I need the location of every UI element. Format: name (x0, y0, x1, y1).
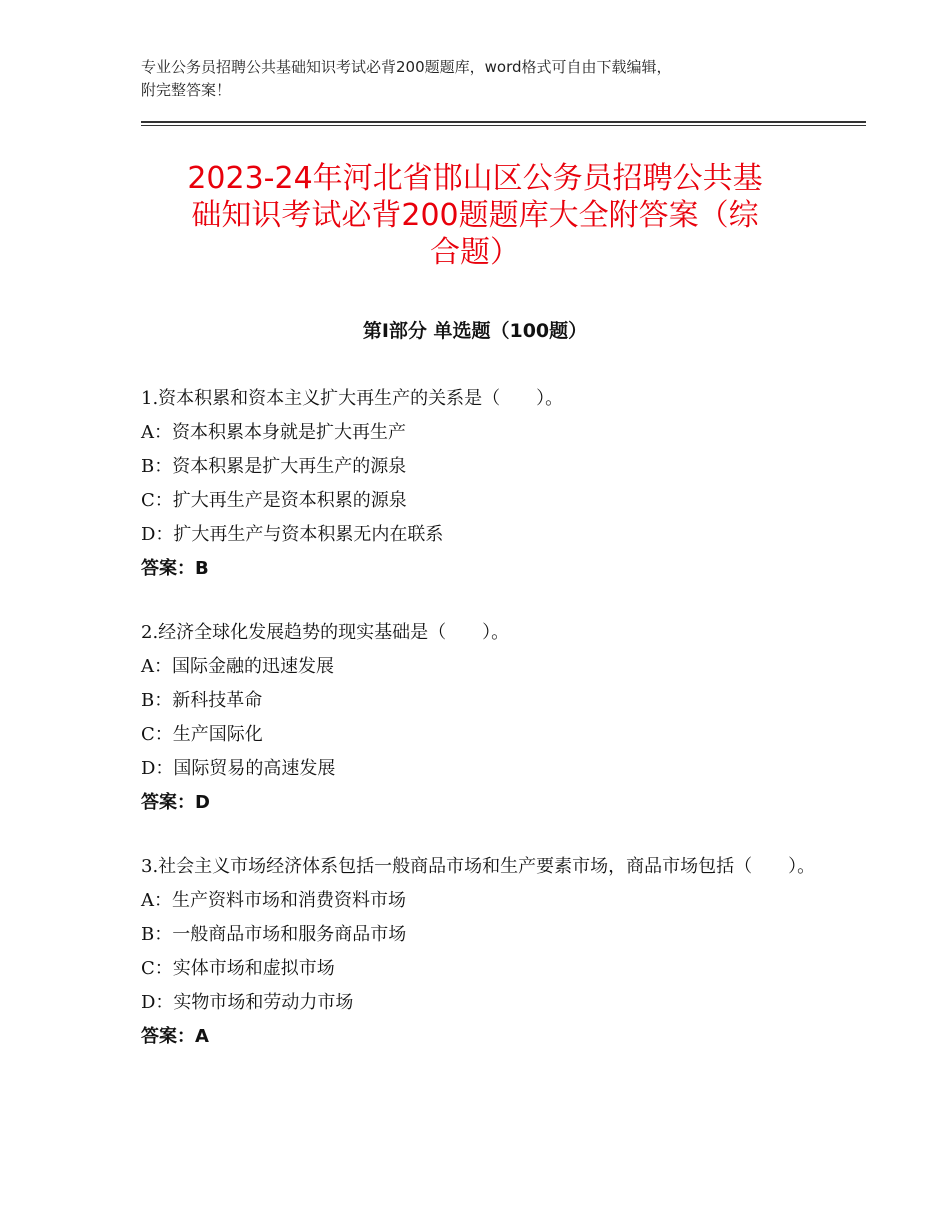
header-divider-thick (141, 121, 866, 123)
option-b: B：新科技革命 (141, 690, 263, 711)
document-title (130, 160, 820, 271)
header-note-line-1: 专业公务员招聘公共基础知识考试必背200题题库，word格式可自由下载编辑， (141, 58, 672, 76)
option-d: D：扩大再生产与资本积累无内在联系 (141, 524, 444, 545)
question-stem: 1.资本积累和资本主义扩大再生产的关系是（ ）。 (141, 388, 564, 409)
header-note (141, 56, 801, 102)
option-c: C：扩大再生产是资本积累的源泉 (141, 490, 407, 511)
option-c: C：实体市场和虚拟市场 (141, 958, 335, 979)
question-2 (141, 616, 821, 820)
section-title: 第Ⅰ部分 单选题（100题） (362, 320, 588, 342)
option-c: C：生产国际化 (141, 724, 263, 745)
option-a: A：资本积累本身就是扩大再生产 (141, 422, 406, 443)
option-a: A：国际金融的迅速发展 (141, 656, 334, 677)
question-1 (141, 382, 821, 586)
option-b: B：资本积累是扩大再生产的源泉 (141, 456, 407, 477)
document-title-line-2: 础知识考试必背200题题库大全附答案（综 (191, 198, 759, 233)
question-3 (141, 850, 821, 1054)
header-note-line-2: 附完整答案！ (141, 81, 232, 99)
answer-line: 答案：D (141, 792, 210, 813)
header-divider-thin (141, 125, 866, 126)
option-d: D：实物市场和劳动力市场 (141, 992, 354, 1013)
option-d: D：国际贸易的高速发展 (141, 758, 336, 779)
option-a: A：生产资料市场和消费资料市场 (141, 890, 406, 911)
document-title-line-1: 2023-24年河北省邯山区公务员招聘公共基 (187, 161, 763, 196)
answer-line: 答案：A (141, 1026, 209, 1047)
question-list (141, 382, 821, 1084)
answer-line: 答案：B (141, 558, 209, 579)
question-stem: 2.经济全球化发展趋势的现实基础是（ ）。 (141, 622, 510, 643)
document-title-line-3: 合题） (430, 235, 520, 270)
option-b: B：一般商品市场和服务商品市场 (141, 924, 407, 945)
question-stem: 3.社会主义市场经济体系包括一般商品市场和生产要素市场，商品市场包括（ ）。 (141, 856, 816, 877)
